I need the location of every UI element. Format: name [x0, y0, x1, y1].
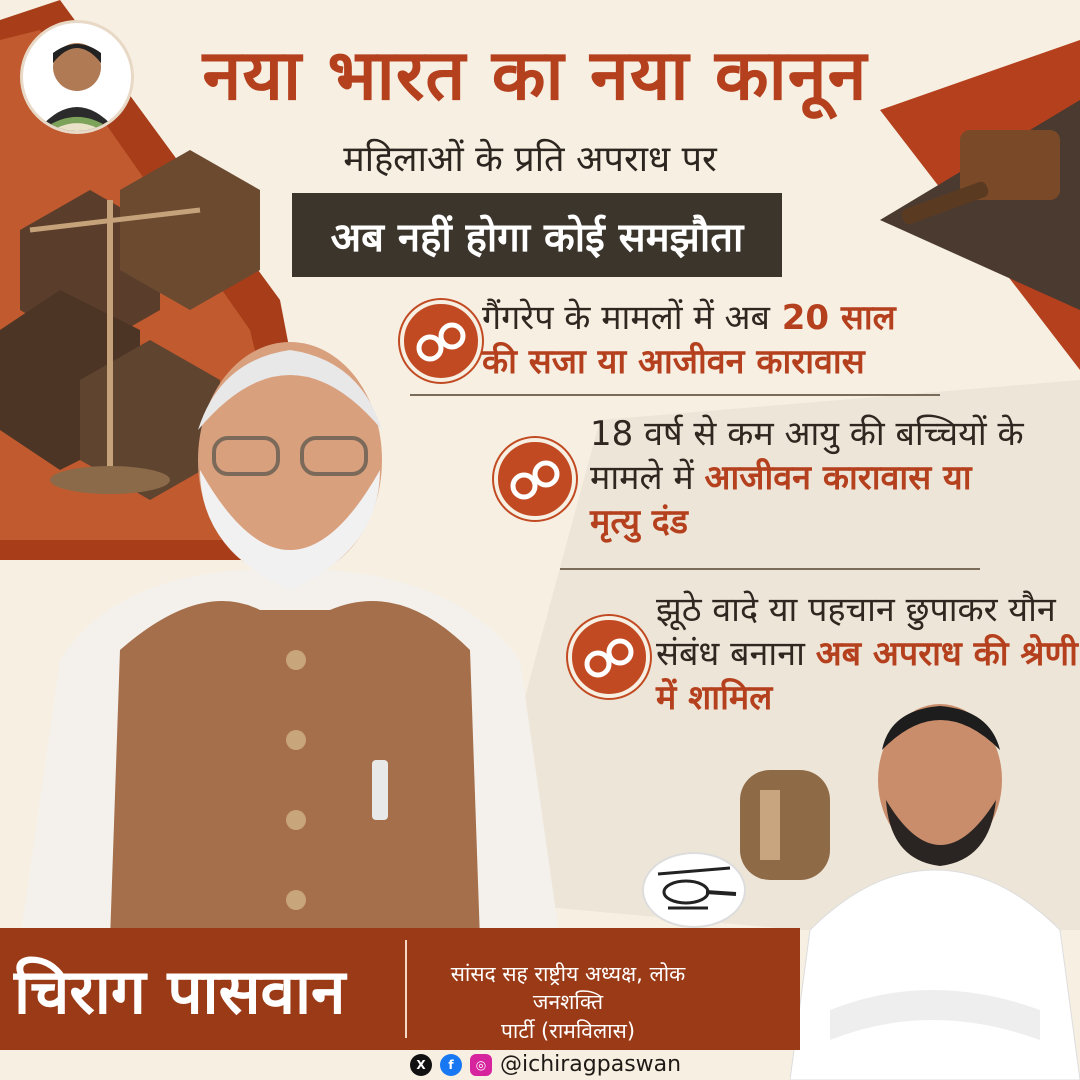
point-2-line2: मामले में — [590, 458, 705, 498]
name-separator — [405, 940, 407, 1038]
social-handle — [410, 1052, 681, 1077]
designation-line-2: पार्टी (रामविलास) — [500, 1018, 636, 1043]
helicopter-icon — [642, 852, 746, 928]
designation — [418, 960, 718, 1045]
headline-banner: अब नहीं होगा कोई समझौता — [292, 193, 782, 277]
modi-portrait — [0, 320, 620, 940]
leader-name: चिराग पासवान — [14, 955, 346, 1028]
point-2-line3-highlight: मृत्यु दंड — [590, 502, 688, 542]
handle-text[interactable]: @ichiragpaswan — [500, 1052, 682, 1077]
x-icon[interactable]: X — [410, 1054, 432, 1076]
point-1-line1: गैंगरेप के मामलों में अब — [482, 298, 770, 338]
point-3-line2: संबंध बनाना — [656, 634, 816, 674]
point-1-line1-highlight: 20 साल — [769, 298, 896, 338]
subtitle: महिलाओं के प्रति अपराध पर — [343, 139, 717, 180]
facebook-icon[interactable]: f — [440, 1054, 462, 1076]
portrait-illustration — [23, 23, 131, 131]
point-3-line2-highlight: अब अपराध की श्रेणी — [815, 634, 1078, 674]
pen — [372, 760, 388, 820]
ram-vilas-portrait — [20, 20, 134, 134]
point-3-line1: झूठे वादे या पहचान छुपाकर यौन — [656, 590, 1056, 630]
main-title: नया भारत का नया कानून — [202, 34, 868, 116]
point-3-line3-highlight: में शामिल — [656, 678, 773, 718]
instagram-icon[interactable]: ◎ — [470, 1054, 492, 1076]
divider-2 — [560, 568, 980, 570]
point-2-line2-highlight: आजीवन कारावास या — [704, 458, 972, 498]
point-2-line1: 18 वर्ष से कम आयु की बच्चियों के — [590, 414, 1024, 454]
gavel-band — [760, 790, 780, 860]
designation-line-1: सांसद सह राष्ट्रीय अध्यक्ष, लोक जनशक्ति — [450, 962, 686, 1015]
chirag-portrait — [790, 690, 1080, 1080]
point-2 — [590, 412, 1024, 544]
white-shirt — [790, 870, 1080, 1080]
point-1-line2-highlight: की सजा या आजीवन कारावास — [482, 342, 865, 382]
